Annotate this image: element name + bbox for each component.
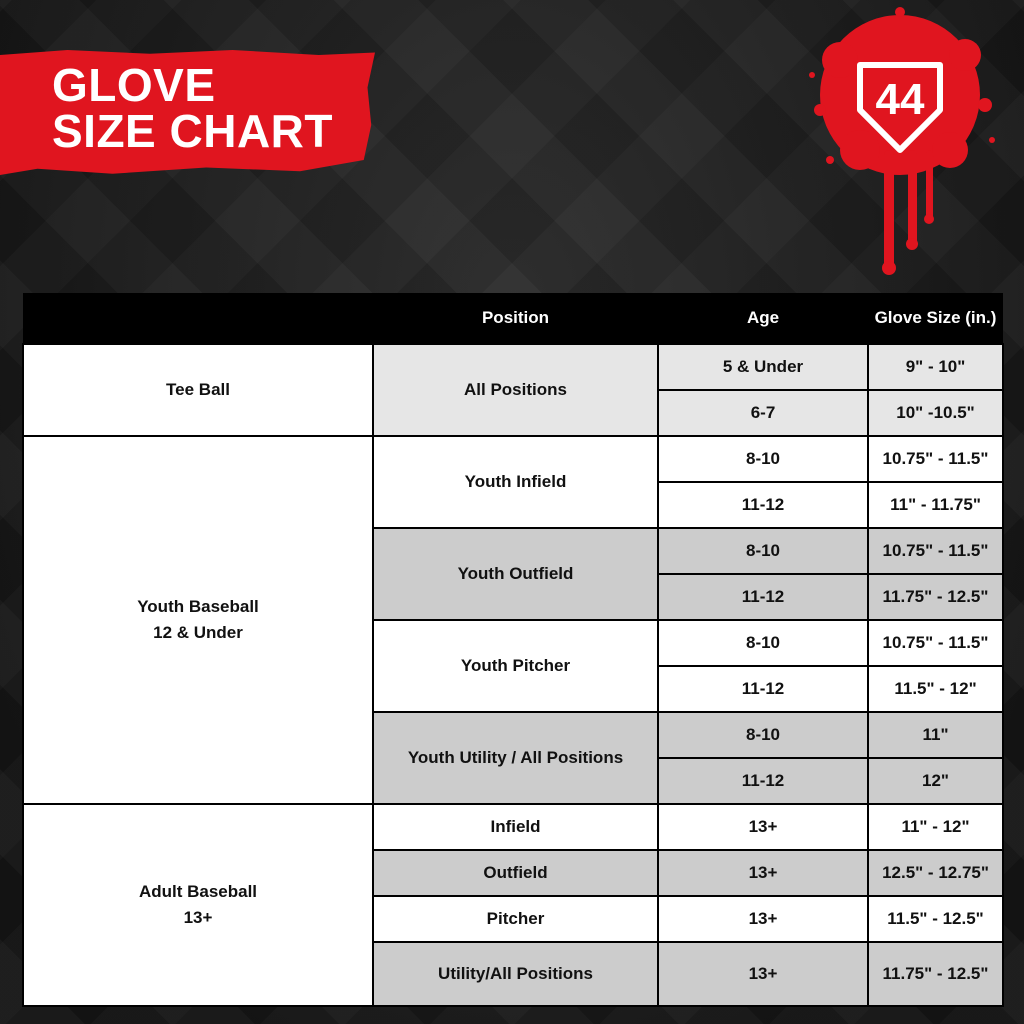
category-youth-line2: 12 & Under <box>153 623 243 642</box>
page-title-line2: SIZE CHART <box>52 105 333 157</box>
age-cell: 13+ <box>658 804 868 850</box>
age-cell: 11-12 <box>658 666 868 712</box>
position-outfield: Outfield <box>373 850 658 896</box>
glove-size-cell: 11.75" - 12.5" <box>868 942 1003 1006</box>
table-row <box>23 804 1003 850</box>
category-youth-line1: Youth Baseball <box>137 597 259 616</box>
position-youth-pitcher: Youth Pitcher <box>373 620 658 712</box>
position-youth-utility: Youth Utility / All Positions <box>373 712 658 804</box>
category-tee-ball: Tee Ball <box>23 344 373 436</box>
header-category <box>23 293 373 344</box>
glove-size-cell: 9" - 10" <box>868 344 1003 390</box>
glove-size-cell: 12" <box>868 758 1003 804</box>
position-youth-outfield: Youth Outfield <box>373 528 658 620</box>
position-all-positions: All Positions <box>373 344 658 436</box>
glove-size-cell: 11" - 12" <box>868 804 1003 850</box>
page-title <box>52 59 333 157</box>
age-cell: 11-12 <box>658 758 868 804</box>
position-youth-infield: Youth Infield <box>373 436 658 528</box>
age-cell: 8-10 <box>658 436 868 482</box>
page-title-line1: GLOVE <box>52 59 216 111</box>
header-glove-size: Glove Size (in.) <box>868 293 1003 344</box>
age-cell: 13+ <box>658 896 868 942</box>
age-cell: 8-10 <box>658 528 868 574</box>
glove-size-cell: 11.75" - 12.5" <box>868 574 1003 620</box>
glove-size-cell: 10.75" - 11.5" <box>868 528 1003 574</box>
position-infield: Infield <box>373 804 658 850</box>
age-cell: 5 & Under <box>658 344 868 390</box>
glove-size-cell: 10.75" - 11.5" <box>868 436 1003 482</box>
glove-size-cell: 11.5" - 12.5" <box>868 896 1003 942</box>
brand-logo <box>800 0 1000 285</box>
glove-size-cell: 11" <box>868 712 1003 758</box>
age-cell: 13+ <box>658 942 868 1006</box>
category-adult-baseball <box>23 804 373 1006</box>
category-adult-line2: 13+ <box>183 908 213 927</box>
glove-size-cell: 11.5" - 12" <box>868 666 1003 712</box>
table-header-row <box>23 293 1003 344</box>
glove-size-cell: 10.75" - 11.5" <box>868 620 1003 666</box>
age-cell: 13+ <box>658 850 868 896</box>
glove-size-cell: 11" - 11.75" <box>868 482 1003 528</box>
position-pitcher: Pitcher <box>373 896 658 942</box>
logo-text: 44 <box>875 75 925 124</box>
header-position: Position <box>373 293 658 344</box>
category-youth-baseball <box>23 436 373 804</box>
age-cell: 8-10 <box>658 712 868 758</box>
category-adult-line1: Adult Baseball <box>138 882 258 901</box>
age-cell: 11-12 <box>658 482 868 528</box>
age-cell: 11-12 <box>658 574 868 620</box>
age-cell: 8-10 <box>658 620 868 666</box>
age-cell: 6-7 <box>658 390 868 436</box>
table-row <box>23 344 1003 390</box>
glove-size-cell: 10" -10.5" <box>868 390 1003 436</box>
position-utility: Utility/All Positions <box>373 942 658 1006</box>
table-row <box>23 436 1003 482</box>
glove-size-cell: 12.5" - 12.75" <box>868 850 1003 896</box>
glove-size-table <box>22 293 1004 1007</box>
header-age: Age <box>658 293 868 344</box>
